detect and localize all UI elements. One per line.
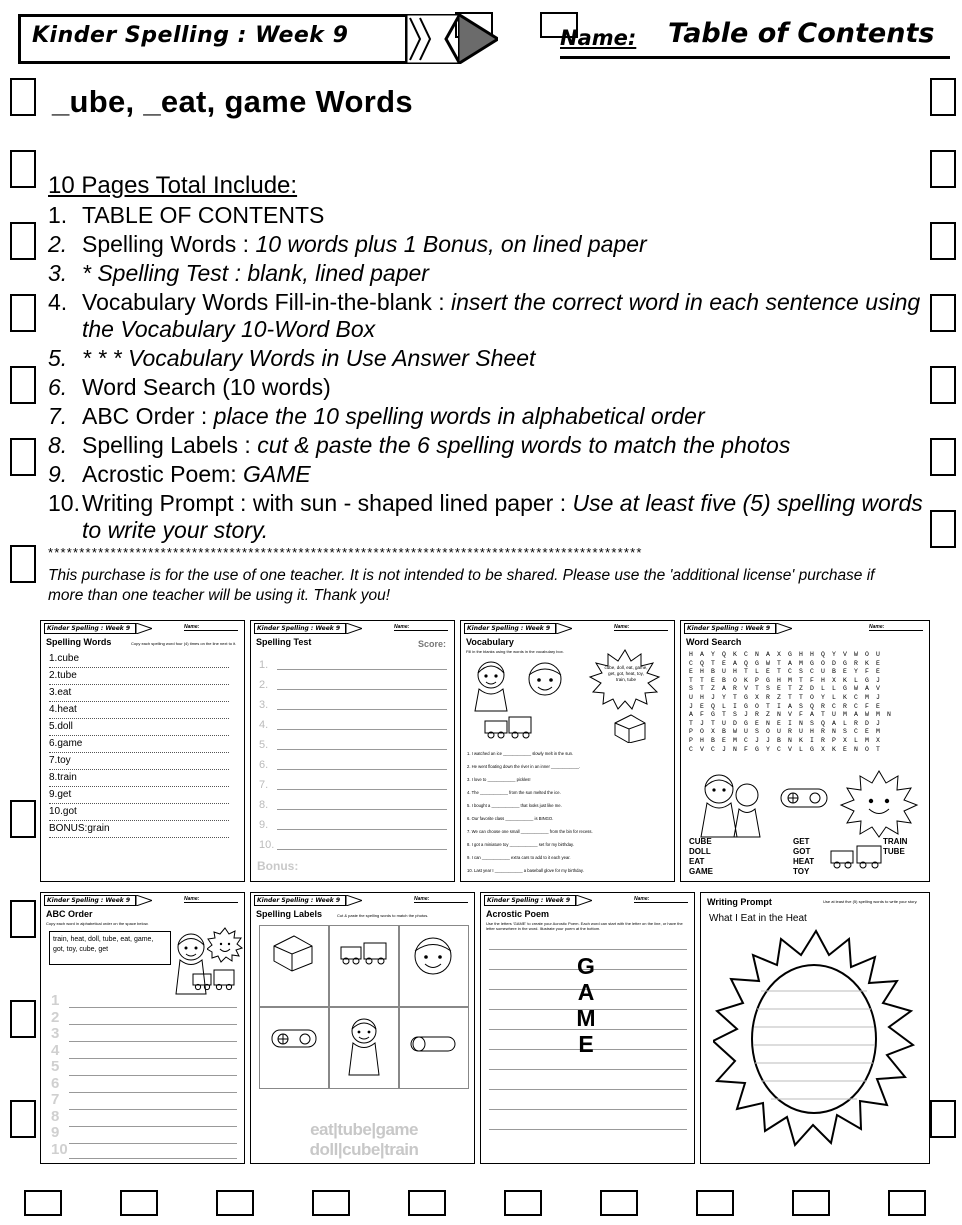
item-number: 9. (48, 461, 68, 487)
spelling-word: 9.get (49, 787, 229, 804)
test-number: 3. (259, 699, 269, 711)
pencil-tip-icon (136, 623, 152, 634)
border-notch (312, 1190, 350, 1216)
spelling-word: 5.doll (49, 719, 229, 736)
pencil-tip-icon (136, 895, 152, 906)
spelling-word: 6.game (49, 736, 229, 753)
search-word: GOT (793, 847, 811, 856)
thumb-name-field: Name: (184, 896, 238, 903)
item-text: ABC Order : place the 10 spelling words in alphabetical order (82, 403, 705, 429)
writing-line (489, 1089, 687, 1090)
test-number: 4. (259, 719, 269, 731)
thumb-title: ABC Order (46, 909, 93, 919)
writing-line (489, 1129, 687, 1130)
vocab-sentence: 4. The ____________ from the sun melted the ice. (467, 790, 561, 795)
border-notch (930, 438, 956, 476)
thumbnail-grid (40, 620, 930, 1165)
pencil-tip-icon (346, 623, 362, 634)
train-illustration-icon (191, 967, 237, 991)
grid-row: T J T U D G E N E I N S Q A L R D J (689, 719, 882, 727)
vocab-sentence: 6. Our favorite class ____________ is BINGO. (467, 816, 554, 821)
thumb-instruction: Cut & paste the spelling words to match the photos. (337, 913, 429, 918)
pencil-tip-icon (346, 895, 362, 906)
list-item (48, 289, 928, 343)
search-word: HEAT (793, 857, 815, 866)
border-notch (888, 1190, 926, 1216)
item-text: Acrostic Poem: GAME (82, 461, 311, 487)
list-item (48, 461, 928, 488)
cut-word: eat (310, 1120, 334, 1139)
writing-line (69, 1075, 237, 1076)
list-item (48, 231, 928, 258)
grid-row: S T Z A R V T S E T Z D L L G W A V (689, 685, 882, 693)
thumb-title: Spelling Words (46, 637, 112, 647)
test-number: 2. (259, 679, 269, 691)
thumb-word-search[interactable] (680, 620, 930, 882)
border-notch (930, 510, 956, 548)
writing-line (489, 1069, 687, 1070)
border-notch (10, 78, 36, 116)
cut-paste-word-row: eat|tube|game (310, 1120, 418, 1139)
border-notch (10, 150, 36, 188)
item-number: 3. (48, 260, 68, 286)
acrostic-letters (573, 953, 599, 1057)
train-illustration-icon (483, 713, 535, 739)
thumb-pencil-label: Kinder Spelling : Week 9 (464, 623, 556, 634)
game-controller-icon (269, 1021, 319, 1055)
worksheet-title: Kinder Spelling : Week 9 (32, 23, 349, 48)
border-notch (120, 1190, 158, 1216)
spelling-word: 7.toy (49, 753, 229, 770)
test-number: 6. (259, 759, 269, 771)
border-notch (930, 222, 956, 260)
cut-word: train (384, 1140, 419, 1159)
writing-line (69, 1007, 237, 1008)
grid-row: P O X B W U S O U R U H R N S C E M (689, 728, 882, 736)
grid-row: U H J Y T G X R Z T T O Y L K C M J (689, 693, 882, 701)
border-notch (24, 1190, 62, 1216)
writing-line (277, 669, 447, 670)
writing-line (69, 1024, 237, 1025)
abc-number: 8 (51, 1107, 60, 1125)
item-text: Word Search (10 words) (82, 374, 331, 400)
license-note: This purchase is for the use of one teacher. It is not intended to be shared. Please use the 'additional license' purchase if more than one teacher will be using it. Thank you! (48, 567, 875, 604)
thumb-instruction: Fill in the blanks using the words in the vocabulary box. (466, 649, 564, 654)
spelling-word: 2.tube (49, 668, 229, 685)
contents-list (48, 202, 928, 546)
writing-line (277, 789, 447, 790)
thumb-acrostic-poem[interactable] (480, 892, 695, 1164)
grid-row: J E Q L I G O T I A S Q R C R C F E (689, 702, 882, 710)
thumb-spelling-test[interactable] (250, 620, 455, 882)
thumb-name-field: Name: (634, 896, 688, 903)
writing-line (277, 829, 447, 830)
grid-row: C Q T E A Q G W T A M G O D G R K E (689, 659, 882, 667)
cut-word: cube (342, 1140, 380, 1159)
border-notch (408, 1190, 446, 1216)
thumb-name-field: Name: (414, 896, 468, 903)
pencil-tip-icon (776, 623, 792, 634)
kids-illustration-icon (697, 769, 763, 841)
item-text: * * * Vocabulary Words in Use Answer Sheet (82, 345, 536, 371)
writing-line (277, 769, 447, 770)
pencil-banner (18, 14, 488, 66)
border-notch (930, 78, 956, 116)
item-number: 1. (48, 202, 68, 228)
writing-line (69, 1058, 237, 1059)
writing-line (277, 749, 447, 750)
cube-illustration-icon (613, 713, 647, 743)
writing-line (69, 1109, 237, 1110)
list-item (48, 403, 928, 430)
thumb-title: Acrostic Poem (486, 909, 550, 919)
border-notch (216, 1190, 254, 1216)
sun-lined-paper-icon (713, 929, 919, 1157)
cut-word: game (375, 1120, 418, 1139)
thumb-instruction: Use the letters 'GAME' to create your Acrostic Poem. Each word can start with the letter on the line, or have the letter somewhere in the word. Illustrate your poem at the bottom. (486, 921, 683, 931)
star-divider: *********************************************************************************************** (48, 545, 643, 560)
train-illustration-icon (339, 939, 389, 967)
test-number: 10. (259, 839, 275, 851)
border-notch (10, 222, 36, 260)
writing-prompt-text: What I Eat in the Heat (709, 913, 807, 924)
cut-word: doll (309, 1140, 338, 1159)
writing-line (69, 1158, 237, 1159)
thumb-vocabulary[interactable] (460, 620, 675, 882)
acrostic-letter: E (578, 1031, 594, 1057)
item-number: 10. (48, 490, 80, 516)
spelling-word: 3.eat (49, 685, 229, 702)
train-illustration-icon (829, 843, 885, 869)
search-word: CUBE (689, 837, 712, 846)
item-number: 7. (48, 403, 68, 429)
item-number: 5. (48, 345, 68, 371)
thumb-instruction: Use at least five (5) spelling words to write your story. (823, 899, 918, 904)
acrostic-letter: M (576, 1005, 596, 1031)
spelling-word: 4.heat (49, 702, 229, 719)
thumb-pencil-label: Kinder Spelling : Week 9 (254, 895, 346, 906)
item-text: * Spelling Test : blank, lined paper (82, 260, 429, 286)
spelling-word-list (49, 651, 229, 838)
thumb-instruction: Copy each word in alphabetical order on the space below. (46, 921, 149, 926)
list-item (48, 374, 928, 401)
vocab-sentence: 8. I got a miniature toy ____________ set for my birthday. (467, 842, 574, 847)
search-word: TOY (793, 867, 810, 876)
writing-line (277, 809, 447, 810)
item-number: 2. (48, 231, 68, 257)
abc-number: 4 (51, 1041, 60, 1059)
thumb-instruction: Copy each spelling word four (4) times on the line next to it. (131, 641, 237, 646)
vocab-sentence: 3. I love to ____________ pickles! (467, 777, 531, 782)
item-text: Writing Prompt : with sun - shaped lined paper : Use at least five (5) spelling words to write your story. (82, 490, 923, 543)
thumb-spelling-words[interactable] (40, 620, 245, 882)
name-value: Table of Contents (668, 18, 935, 49)
abc-number: 5 (51, 1058, 60, 1075)
item-text: Spelling Words : 10 words plus 1 Bonus, on lined paper (82, 231, 647, 257)
search-word: TUBE (883, 847, 905, 856)
thumb-name-field: Name: (184, 624, 238, 631)
bonus-label: Bonus: (257, 859, 299, 873)
border-notch (10, 438, 36, 476)
border-notch (930, 294, 956, 332)
writing-line (277, 729, 447, 730)
vocab-sentence: 7. We can choose one small ____________ from the bin for recess. (467, 829, 593, 834)
border-notch (930, 366, 956, 404)
thumb-title: Vocabulary (466, 637, 514, 647)
thumb-pencil-label: Kinder Spelling : Week 9 (254, 623, 346, 634)
pencil-wood-icon (406, 14, 460, 64)
game-controller-icon (777, 779, 831, 815)
abc-number-column (51, 993, 68, 1158)
abc-number: 1 (51, 992, 60, 1009)
writing-line (277, 709, 447, 710)
pencil-tip-icon (556, 623, 572, 634)
vocab-sentence: 2. He went floating down the river in an inner ____________. (467, 764, 581, 769)
vocab-sentence: 5. I bought a ____________ that looks just like me. (467, 803, 562, 808)
vocab-sentence: 9. I can ____________ extra cars to add to it each year. (467, 855, 571, 860)
border-notch (10, 294, 36, 332)
border-notch (792, 1190, 830, 1216)
word-search-word-list-mid (793, 837, 814, 877)
border-notch (10, 1100, 36, 1138)
list-item (48, 345, 928, 372)
thumb-name-field: Name: (614, 624, 668, 631)
border-notch (600, 1190, 638, 1216)
test-number: 1. (259, 659, 269, 671)
grid-row: P H B E M C J J B N K I R P X L M X (689, 736, 882, 744)
item-number: 4. (48, 289, 68, 315)
test-number: 7. (259, 779, 269, 791)
writing-line (277, 849, 447, 850)
abc-number: 2 (51, 1008, 60, 1026)
word-search-word-list-left (689, 837, 713, 877)
list-item (48, 432, 928, 459)
sun-face-icon (839, 769, 919, 839)
thumb-pencil-label: Kinder Spelling : Week 9 (44, 895, 136, 906)
abc-number: 7 (51, 1091, 60, 1108)
spelling-word: 1.cube (49, 651, 229, 668)
thumb-pencil-label: Kinder Spelling : Week 9 (484, 895, 576, 906)
grid-row: E H B U H T L E T C S C U B E Y F E (689, 668, 882, 676)
grid-row: A F G T S J R Z N V F A T U M A W M N (689, 711, 893, 719)
abc-word-box-text: train, heat, doll, tube, eat, game, got, toy, cube, get (53, 936, 154, 953)
writing-line (277, 689, 447, 690)
writing-line (69, 1126, 237, 1127)
cut-word: tube (337, 1120, 372, 1139)
thumb-title: Spelling Labels (256, 909, 323, 919)
contents-heading: 10 Pages Total Include: (48, 172, 298, 199)
item-number: 8. (48, 432, 68, 458)
border-notch (10, 1000, 36, 1038)
grid-row: H A Y Q K C N A X G H H Q Y V W O U (689, 651, 882, 658)
thumb-writing-prompt[interactable] (700, 892, 930, 1164)
name-field[interactable] (560, 16, 950, 59)
acrostic-letter: G (577, 953, 595, 979)
word-search-word-list-right (883, 837, 907, 857)
search-word: DOLL (689, 847, 711, 856)
thumb-pencil-label: Kinder Spelling : Week 9 (684, 623, 776, 634)
border-notch (10, 900, 36, 938)
search-word: GAME (689, 867, 713, 876)
thumb-name-field: Name: (869, 624, 923, 631)
sun-face-icon (207, 927, 243, 963)
tube-illustration-icon (407, 1033, 459, 1055)
search-word: EAT (689, 857, 705, 866)
thumb-pencil-label: Kinder Spelling : Week 9 (44, 623, 136, 634)
border-notch (10, 366, 36, 404)
thumb-name-field: Name: (394, 624, 448, 631)
girl-illustration-icon (469, 657, 513, 713)
boy-illustration-icon (523, 657, 567, 707)
thumb-spelling-labels[interactable] (250, 892, 475, 1164)
cube-illustration-icon (271, 933, 315, 973)
item-text: Vocabulary Words Fill-in-the-blank : insert the correct word in each sentence using the Vocabulary 10-Word Box (82, 289, 921, 342)
vocab-sentence: 1. I watched an ice ____________ slowly melt in the sun. (467, 751, 574, 756)
acrostic-letter: A (577, 979, 595, 1005)
doll-illustration-icon (343, 1015, 385, 1077)
search-word: GET (793, 837, 810, 846)
score-label: Score: (417, 639, 446, 649)
abc-number: 3 (51, 1025, 60, 1042)
face-illustration-icon (409, 933, 457, 979)
thumb-abc-order[interactable] (40, 892, 245, 1164)
page-subtitle: _ube, _eat, game Words (52, 84, 413, 119)
border-notch (696, 1190, 734, 1216)
list-item (48, 260, 928, 287)
border-notch (504, 1190, 542, 1216)
abc-number: 6 (51, 1074, 60, 1092)
pencil-tip-icon (576, 895, 592, 906)
thumb-title: Writing Prompt (707, 897, 772, 907)
border-notch (10, 800, 36, 838)
thumb-title: Spelling Test (256, 637, 312, 647)
item-number: 6. (48, 374, 68, 400)
search-word: TRAIN (883, 837, 908, 846)
spelling-word-bonus: BONUS:grain (49, 821, 229, 838)
writing-line (69, 1092, 237, 1093)
writing-line (489, 1109, 687, 1110)
word-search-grid (689, 651, 893, 754)
abc-number: 9 (51, 1124, 60, 1141)
vocabulary-word-box: cube, doll, eat, game, get, got, heat, toy, train, tube (604, 665, 648, 682)
test-number-column (259, 655, 274, 855)
spelling-word: 10.got (49, 804, 229, 821)
grid-row: C V C J N F G Y C V L G X K E N O T (689, 745, 882, 753)
item-text: TABLE OF CONTENTS (82, 202, 325, 228)
spelling-word: 8.train (49, 770, 229, 787)
pencil-tip-icon (458, 14, 498, 64)
list-item (48, 490, 928, 544)
cut-paste-word-row: doll|cube|train (309, 1140, 419, 1159)
test-number: 8. (259, 799, 269, 811)
test-number: 9. (259, 819, 269, 831)
list-item (48, 202, 928, 229)
name-label: Name: (560, 26, 637, 50)
border-notch (10, 545, 36, 583)
vocab-sentence: 10. Last year I ____________ a baseball glove for my birthday. (467, 868, 584, 873)
abc-number: 10 (51, 1140, 68, 1158)
writing-line (69, 1041, 237, 1042)
test-number: 5. (259, 739, 269, 751)
border-notch (930, 150, 956, 188)
border-notch (930, 1100, 956, 1138)
item-text: Spelling Labels : cut & paste the 6 spelling words to match the photos (82, 432, 791, 458)
writing-line (489, 949, 687, 950)
grid-row: T T E B O K P G H M T F H X K L G J (689, 676, 882, 684)
thumb-title: Word Search (686, 637, 742, 647)
writing-line (69, 1143, 237, 1144)
